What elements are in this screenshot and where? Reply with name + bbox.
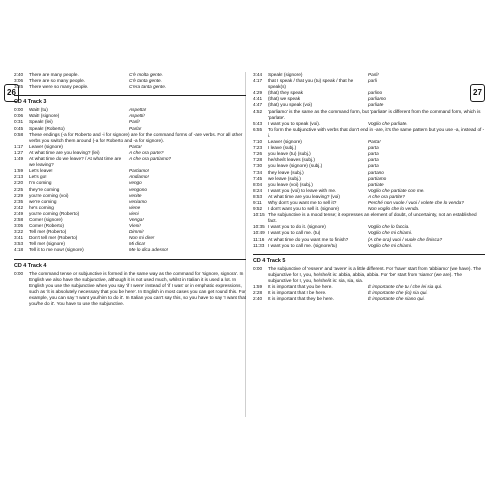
track-heading-4: CD 4 Track 4 xyxy=(14,259,246,270)
english-text: Leave! (signore) xyxy=(268,139,302,145)
timestamp: 9:11 xyxy=(253,199,262,205)
english-text: Tell me! (signore) xyxy=(29,241,65,247)
timestamp: 2:13 xyxy=(14,174,24,180)
english-text: There are so many people. xyxy=(29,78,86,84)
english-text: you leave (tu) (subj.) xyxy=(268,151,311,157)
english-text: Leave! (signore) xyxy=(29,143,63,149)
italian-text: Voglio che partiate con me. xyxy=(368,187,425,193)
timestamp: 8:53 xyxy=(253,193,263,199)
italian-text: parliamo xyxy=(368,96,386,102)
italian-text: Aspetta! xyxy=(129,107,147,113)
english-text: you're coming (Roberto) xyxy=(29,210,80,216)
timestamp: 3:05 xyxy=(14,223,24,229)
transcript-row xyxy=(253,78,485,90)
english-text: they leave (subj.) xyxy=(268,169,304,175)
italian-text: partiate xyxy=(368,181,384,187)
english-text: There are many people. xyxy=(29,72,79,77)
italian-text: partiamo xyxy=(368,175,387,181)
english-text: Come! (Roberto) xyxy=(29,223,64,229)
italian-text: parta xyxy=(368,145,379,151)
timestamp: 2:40 xyxy=(14,72,24,77)
english-text: I leave (subj.) xyxy=(268,145,297,151)
english-text: The subjunctive is a mood tense; it expresses an element of doubt, of uncertainty, not an established fact. xyxy=(268,212,477,224)
english-text: To form the subjunctive with verbs that don't end in -are, it's the same pattern but you use -a, instead of -i. xyxy=(268,126,485,138)
english-text: I want you to call me. (signore/tu) xyxy=(268,242,338,248)
timestamp: 11:16 xyxy=(253,236,265,242)
italian-text: È importante che siano qui. xyxy=(368,296,425,302)
transcript-row xyxy=(253,243,485,249)
english-text: you leave (signore) (subj.) xyxy=(268,163,323,169)
page-number-left: 26 xyxy=(4,84,19,102)
english-text: Speak! (Roberto) xyxy=(29,125,65,131)
english-text: At what time are you leaving? (lei) xyxy=(29,149,100,155)
italian-text: parlino xyxy=(368,90,383,96)
timestamp: 2:35 xyxy=(14,198,24,204)
italian-text: Andiamo! xyxy=(129,174,149,180)
english-text: I want you (voi) to leave with me. xyxy=(268,187,337,193)
italian-text: Mi dica! xyxy=(129,241,146,247)
timestamp: 7:10 xyxy=(253,139,263,145)
timestamp: 4:52 xyxy=(253,108,263,114)
english-text: Tell it to me now! (signore) xyxy=(29,247,84,253)
timestamp: 4:17 xyxy=(253,78,263,84)
italian-text: venite xyxy=(129,192,142,198)
timestamp: 3:41 xyxy=(14,235,24,241)
transcript-row xyxy=(14,271,246,308)
timestamp: 2:29 xyxy=(14,192,24,198)
english-text: we're coming xyxy=(29,198,57,204)
italian-text: parta xyxy=(368,157,379,163)
track-heading-3: CD 4 Track 3 xyxy=(14,95,246,106)
italian-text: (A che ora) vuoi / vuole che finisca? xyxy=(368,236,443,242)
timestamp: 3:44 xyxy=(253,72,263,77)
timestamp: 7:45 xyxy=(253,175,263,181)
english-text: you're coming (voi) xyxy=(29,192,69,198)
timestamp: 2:42 xyxy=(14,204,24,210)
track-3-rows xyxy=(14,107,246,253)
track-4-rows xyxy=(14,271,246,308)
italian-text: Voglio che mi chiami. xyxy=(368,230,413,236)
italian-text: parli xyxy=(368,78,377,84)
italian-text: Voglio che mi chiami. xyxy=(368,242,413,248)
transcript-row xyxy=(14,132,246,144)
timestamp: 1:49 xyxy=(14,156,24,162)
english-text: I want you to call me. (tu) xyxy=(268,230,321,236)
timestamp: 0:00 xyxy=(14,107,24,113)
timestamp: 3:22 xyxy=(14,229,24,235)
english-text: I'm coming xyxy=(29,180,52,186)
english-text: you leave (voi) (subj.) xyxy=(268,181,313,187)
transcript-row xyxy=(14,84,246,90)
transcript-row xyxy=(253,266,485,284)
timestamp: 8:24 xyxy=(253,187,263,193)
italian-text: parliate xyxy=(368,102,384,108)
timestamp: 7:30 xyxy=(253,163,263,169)
track-5-rows xyxy=(253,266,485,303)
english-text: we leave (subj.) xyxy=(268,175,301,181)
english-text: Let's leave! xyxy=(29,168,53,174)
english-text: At what time are you leaving? (voi) xyxy=(268,193,340,199)
italian-text: A che ora partiamo? xyxy=(129,156,172,162)
transcript-row xyxy=(253,296,485,302)
italian-text: Parta! xyxy=(129,143,142,149)
timestamp: 1:59 xyxy=(253,284,263,289)
english-text: Tell me! (Roberto) xyxy=(29,229,67,235)
english-text: Why don't you want me to sell it? xyxy=(268,199,337,205)
italian-text: Non mi dire! xyxy=(129,235,155,241)
timestamp: 7:26 xyxy=(253,151,263,157)
timestamp: 3:53 xyxy=(14,241,24,247)
page-number-right: 27 xyxy=(470,84,485,102)
english-text: The subjunctive of 'essere' and 'avere' is a little different. For 'have' start from 'abbiamo' (we have). The subjunctive for I, you, he/she/it is: abbia, abbia, abbia. For 'be' start from 'siamo' (we are). The subjunctive for I, you, he/she/it is: sia, sia, sia. xyxy=(268,265,482,283)
english-text: There were so many people. xyxy=(29,84,89,90)
italian-text: parta xyxy=(368,163,379,169)
transcript-row xyxy=(14,156,246,168)
italian-text: È importante che (io) sia qui. xyxy=(368,290,428,296)
italian-text: Non voglio che lo venda. xyxy=(368,206,420,212)
italian-text: C'è tanta gente. xyxy=(129,78,162,84)
timestamp: 0:00 xyxy=(253,265,263,271)
timestamp: 7:23 xyxy=(253,145,263,151)
italian-text: Vieni! xyxy=(129,223,141,229)
timestamp: 6:55 xyxy=(253,126,263,132)
english-text: he's coming xyxy=(29,204,54,210)
timestamp: 8:04 xyxy=(253,181,263,187)
english-text: Wait! (tu) xyxy=(29,107,48,113)
timestamp: 3:06 xyxy=(14,78,24,84)
italian-text: C'era tanta gente. xyxy=(129,84,167,90)
english-text: Don't tell me! (Roberto) xyxy=(29,235,78,241)
italian-text: Perché non vuole / vuoi / volete che lo venda? xyxy=(368,199,464,205)
italian-text: vieni xyxy=(129,210,139,216)
timestamp: 10:49 xyxy=(253,230,265,236)
left-page xyxy=(14,72,246,417)
english-text: they're coming xyxy=(29,186,60,192)
english-text: (that) they speak xyxy=(268,90,303,96)
italian-text: Parli! xyxy=(129,119,140,125)
italian-text: Parli! xyxy=(368,72,379,77)
italian-text: A che ora parte? xyxy=(129,149,164,155)
right-rows xyxy=(253,72,485,249)
left-intro-rows xyxy=(14,72,246,90)
italian-text: Parla! xyxy=(129,125,142,131)
english-text: 'parliamo' is the same as the command form, but 'parliate' is different from the command form, which is 'parlate'. xyxy=(268,108,481,120)
timestamp: 2:28 xyxy=(253,290,263,296)
english-text: Let's go! xyxy=(29,174,47,180)
transcript-row xyxy=(253,212,485,224)
timestamp: 7:34 xyxy=(253,169,263,175)
timestamp: 0:06 xyxy=(14,113,24,119)
english-text: The command tense or subjunctive is formed in the same way as the command for 'signore, signora'. In English we also have the subjunctive, although it is not used much, whilst in Italian it is used a lot. In English you use the subjunctive when you say 'if I were' instead of 'if I was' or in emphatic expressions, such as 'it is absolutely necessary that you be here'. In English in most cases you can get round this. For example, you can say 'I want you/him to do it'. In Italian you can't say this, so you have to say 'I want that you/he do it'. You have to use the subjunctive. xyxy=(29,270,246,306)
italian-text: A che ora partite? xyxy=(368,193,405,199)
timestamp: 2:40 xyxy=(253,296,263,302)
english-text: (that) you speak (voi) xyxy=(268,102,313,108)
timestamp: 4:29 xyxy=(253,90,263,96)
timestamp: 1:27 xyxy=(14,149,24,155)
english-text: I want you to do it. (signore) xyxy=(268,224,326,230)
timestamp: 4:41 xyxy=(253,96,263,102)
english-text: It is important that they be here. xyxy=(268,296,334,302)
timestamp: 9:52 xyxy=(253,206,263,212)
timestamp: 1:17 xyxy=(14,143,24,149)
english-text: Speak! (lei) xyxy=(29,119,53,125)
italian-text: È importante che tu / che lei sia qui. xyxy=(368,284,443,289)
timestamp: 4:47 xyxy=(253,102,263,108)
italian-text: Dimmi! xyxy=(129,229,144,235)
italian-text: partano xyxy=(368,169,384,175)
english-text: Come! (signore) xyxy=(29,216,63,222)
english-text: It is important that you be here. xyxy=(268,284,333,289)
italian-text: veniamo xyxy=(129,198,147,204)
italian-text: Parta! xyxy=(368,139,381,145)
track-heading-5: CD 4 Track 5 xyxy=(253,254,485,265)
timestamp: 4:18 xyxy=(14,247,24,253)
italian-text: Voglio che parliate. xyxy=(368,120,408,126)
timestamp: 2:58 xyxy=(14,216,24,222)
english-text: I want you to speak (voi). xyxy=(268,120,321,126)
italian-text: vengono xyxy=(129,186,147,192)
english-text: At what time do we leave? / At what time are we leaving? xyxy=(29,156,122,168)
italian-text: Venga! xyxy=(129,216,144,222)
english-text: At what time do you want me to finish? xyxy=(268,236,349,242)
transcript-row xyxy=(14,247,246,253)
italian-text: Partiamo! xyxy=(129,168,150,174)
timestamp: 5:43 xyxy=(253,120,263,126)
timestamp: 0:58 xyxy=(14,131,24,137)
timestamp: 10:15 xyxy=(253,212,265,218)
english-text: Wait! (signore) xyxy=(29,113,60,119)
timestamp: 3:25 xyxy=(14,84,24,90)
timestamp: 0:00 xyxy=(14,270,24,276)
timestamp: 0:31 xyxy=(14,119,24,125)
english-text: that I speak / that you (tu) speak / that he speak(s) xyxy=(268,78,354,90)
english-text: I don't want you to sell it. (signore) xyxy=(268,206,339,212)
english-text: Speak! (signore) xyxy=(268,72,303,77)
italian-text: vengo xyxy=(129,180,142,186)
timestamp: 11:33 xyxy=(253,242,265,248)
english-text: These endings (-a for Roberto and -i for signore) are for the command forms of -are verbs. For all other verbs you switch them around (-a for Roberto and -a for signore). xyxy=(29,131,243,143)
italian-text: C'è molta gente. xyxy=(129,72,163,77)
italian-text: parta xyxy=(368,151,379,157)
italian-text: viene xyxy=(129,204,141,210)
timestamp: 2:49 xyxy=(14,210,24,216)
transcript-row xyxy=(253,127,485,139)
timestamp: 2:25 xyxy=(14,186,24,192)
timestamp: 2:20 xyxy=(14,180,24,186)
italian-text: Voglio che lo faccia. xyxy=(368,224,410,230)
italian-text: Aspetti! xyxy=(129,113,145,119)
italian-text: Me lo dica adesso! xyxy=(129,247,169,253)
timestamp: 1:59 xyxy=(14,168,24,174)
transcript-row xyxy=(253,109,485,121)
timestamp: 10:35 xyxy=(253,224,265,230)
timestamp: 0:45 xyxy=(14,125,24,131)
right-page xyxy=(253,72,485,417)
english-text: he/she/it leaves (subj.) xyxy=(268,157,315,163)
english-text: It is important that I be here. xyxy=(268,290,327,296)
timestamp: 7:28 xyxy=(253,157,263,163)
english-text: (that) we speak xyxy=(268,96,301,102)
